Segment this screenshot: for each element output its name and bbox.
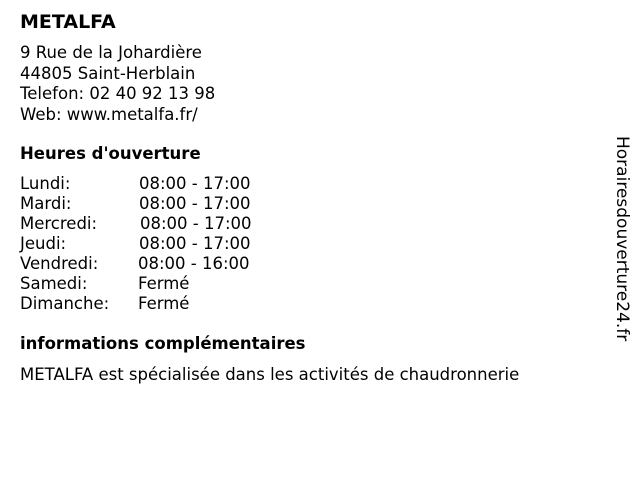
day-label: Lundi: — [20, 174, 71, 193]
day-label: Samedi: — [20, 274, 88, 293]
day-label: Vendredi: — [20, 254, 99, 273]
website: Web: www.metalfa.fr/ — [20, 104, 198, 124]
time-value: 08:00 - 16:00 — [138, 254, 250, 273]
day-label: Jeudi: — [20, 234, 67, 253]
opening-hours-heading: Heures d'ouverture — [20, 144, 201, 163]
time-value: Fermé — [138, 274, 190, 293]
additional-info-heading: informations complémentaires — [20, 334, 306, 353]
additional-info-text: METALFA est spécialisée dans les activités de chaudronnerie — [20, 365, 520, 384]
time-value: 08:00 - 17:00 — [139, 194, 251, 213]
site-watermark: Horairesdouverture24.fr — [612, 136, 632, 342]
address-city: 44805 Saint-Herblain — [20, 63, 196, 83]
time-value: 08:00 - 17:00 — [140, 214, 252, 233]
phone-number: Telefon: 02 40 92 13 98 — [20, 84, 216, 103]
address-street: 9 Rue de la Johardière — [20, 43, 202, 62]
time-value: Fermé — [138, 294, 190, 313]
address-block — [20, 43, 215, 125]
day-label: Mercredi: — [20, 214, 98, 233]
time-value: 08:00 - 17:00 — [139, 234, 251, 253]
day-label: Dimanche: — [20, 294, 110, 313]
day-label: Mardi: — [20, 194, 72, 213]
time-value: 08:00 - 17:00 — [139, 174, 251, 193]
business-name: METALFA — [20, 11, 116, 33]
